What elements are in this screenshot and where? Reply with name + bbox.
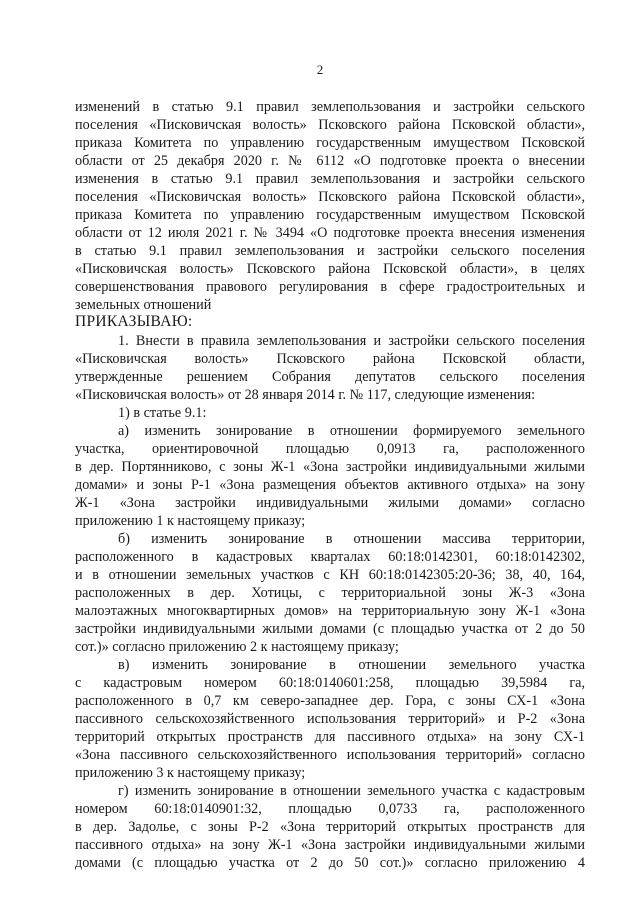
text-line: б) изменить зонирование в отношении массива территории, [118, 531, 585, 547]
text-line: пассивного сельскохозяйственного использования территорий» и Р-2 «Зона [75, 711, 585, 727]
text-line: утвержденные решением Собрания депутатов сельского поселения [75, 369, 585, 385]
text-line: совершенствования правового регулирования в сфере градостроительных и [75, 279, 585, 295]
text-line: участка, ориентировочной площадью 0,0913 га, расположенного [75, 441, 585, 457]
text-line: территорий открытых пространств для пассивного отдыха» на зону СХ-1 [75, 729, 585, 745]
text-line: приказа Комитета по управлению государственным имуществом Псковской [75, 135, 585, 151]
text-line: «Писковичская волость» Псковского района Псковской области», в целях [75, 261, 585, 277]
text-line: пассивного отдыха» на зону Ж-1 «Зона застройки индивидуальными жилыми [75, 837, 585, 853]
text-line: расположенного в 0,7 км северо-западнее дер. Гора, с зоны СХ-1 «Зона [75, 693, 585, 709]
text-line: в дер. Портянниково, с зоны Ж-1 «Зона застройки индивидуальными жилыми [75, 459, 585, 475]
text-line: с кадастровым номером 60:18:0140601:258, площадью 39,5984 га, [75, 675, 585, 691]
text-line: приложению 3 к настоящему приказу; [75, 765, 306, 781]
text-line: поселения «Писковичская волость» Псковского района Псковской области», [75, 189, 585, 205]
text-line: «Зона пассивного сельскохозяйственного использования территорий» согласно [75, 747, 585, 763]
text-line: г) изменить зонирование в отношении земельного участка с кадастровым [118, 783, 585, 799]
text-line: области от 25 декабря 2020 г. № 6112 «О подготовке проекта о внесении [75, 153, 585, 169]
text-line: поселения «Писковичская волость» Псковского района Псковской области», [75, 117, 585, 133]
text-line: в дер. Задолье, с зоны Р-2 «Зона территорий открытых пространств для [75, 819, 585, 835]
text-line: Ж-1 «Зона застройки индивидуальными жилыми домами» согласно [75, 495, 585, 511]
text-line: расположенного в кадастровых кварталах 60:18:0142301, 60:18:0142302, [75, 549, 585, 565]
text-line: приложению 1 к настоящему приказу; [75, 513, 306, 529]
text-line: малоэтажных многоквартирных домов» на территориальную зону Ж-1 «Зона [75, 603, 585, 619]
page-number: 2 [316, 62, 324, 77]
text-line: домами» и зоны Р-1 «Зона размещения объектов активного отдыха» на зону [75, 477, 585, 493]
text-line: расположенных в дер. Хотицы, с территориальной зоны Ж-3 «Зона [75, 585, 585, 601]
text-line: в) изменить зонирование в отношении земельного участка [118, 657, 585, 673]
text-line: «Писковичская волость» от 28 января 2014 г. № 117, следующие изменения: [75, 387, 536, 403]
text-line: домами (с площадью участка от 2 до 50 сот.)» согласно приложению 4 [75, 855, 585, 871]
text-line: а) изменить зонирование в отношении формируемого земельного [118, 423, 585, 439]
text-line: приказа Комитета по управлению государственным имуществом Псковской [75, 207, 585, 223]
text-line: сот.)» согласно приложению 2 к настоящему приказу; [75, 639, 399, 655]
text-line: изменения в статью 9.1 правил землепользования и застройки сельского [75, 171, 585, 187]
order-heading: ПРИКАЗЫВАЮ: [75, 313, 193, 330]
text-line: номером 60:18:0140901:32, площадью 0,0733 га, расположенного [75, 801, 585, 817]
text-line: изменений в статью 9.1 правил землепользования и застройки сельского [75, 99, 585, 115]
text-line: «Писковичская волость» Псковского района Псковской области, [75, 351, 585, 367]
text-line: застройки индивидуальными жилыми домами (с площадью участка от 2 до 50 [75, 621, 585, 637]
text-line: области от 12 июля 2021 г. № 3494 «О подготовке проекта внесения изменения [75, 225, 585, 241]
text-line: земельных отношений [75, 297, 212, 313]
text-line: 1) в статье 9.1: [118, 405, 207, 421]
text-line: в статью 9.1 правил землепользования и застройки сельского поселения [75, 243, 585, 259]
text-line: и в отношении земельных участков с КН 60:18:0142305:20-36; 38, 40, 164, [75, 567, 585, 583]
text-line: 1. Внести в правила землепользования и застройки сельского поселения [118, 333, 585, 349]
